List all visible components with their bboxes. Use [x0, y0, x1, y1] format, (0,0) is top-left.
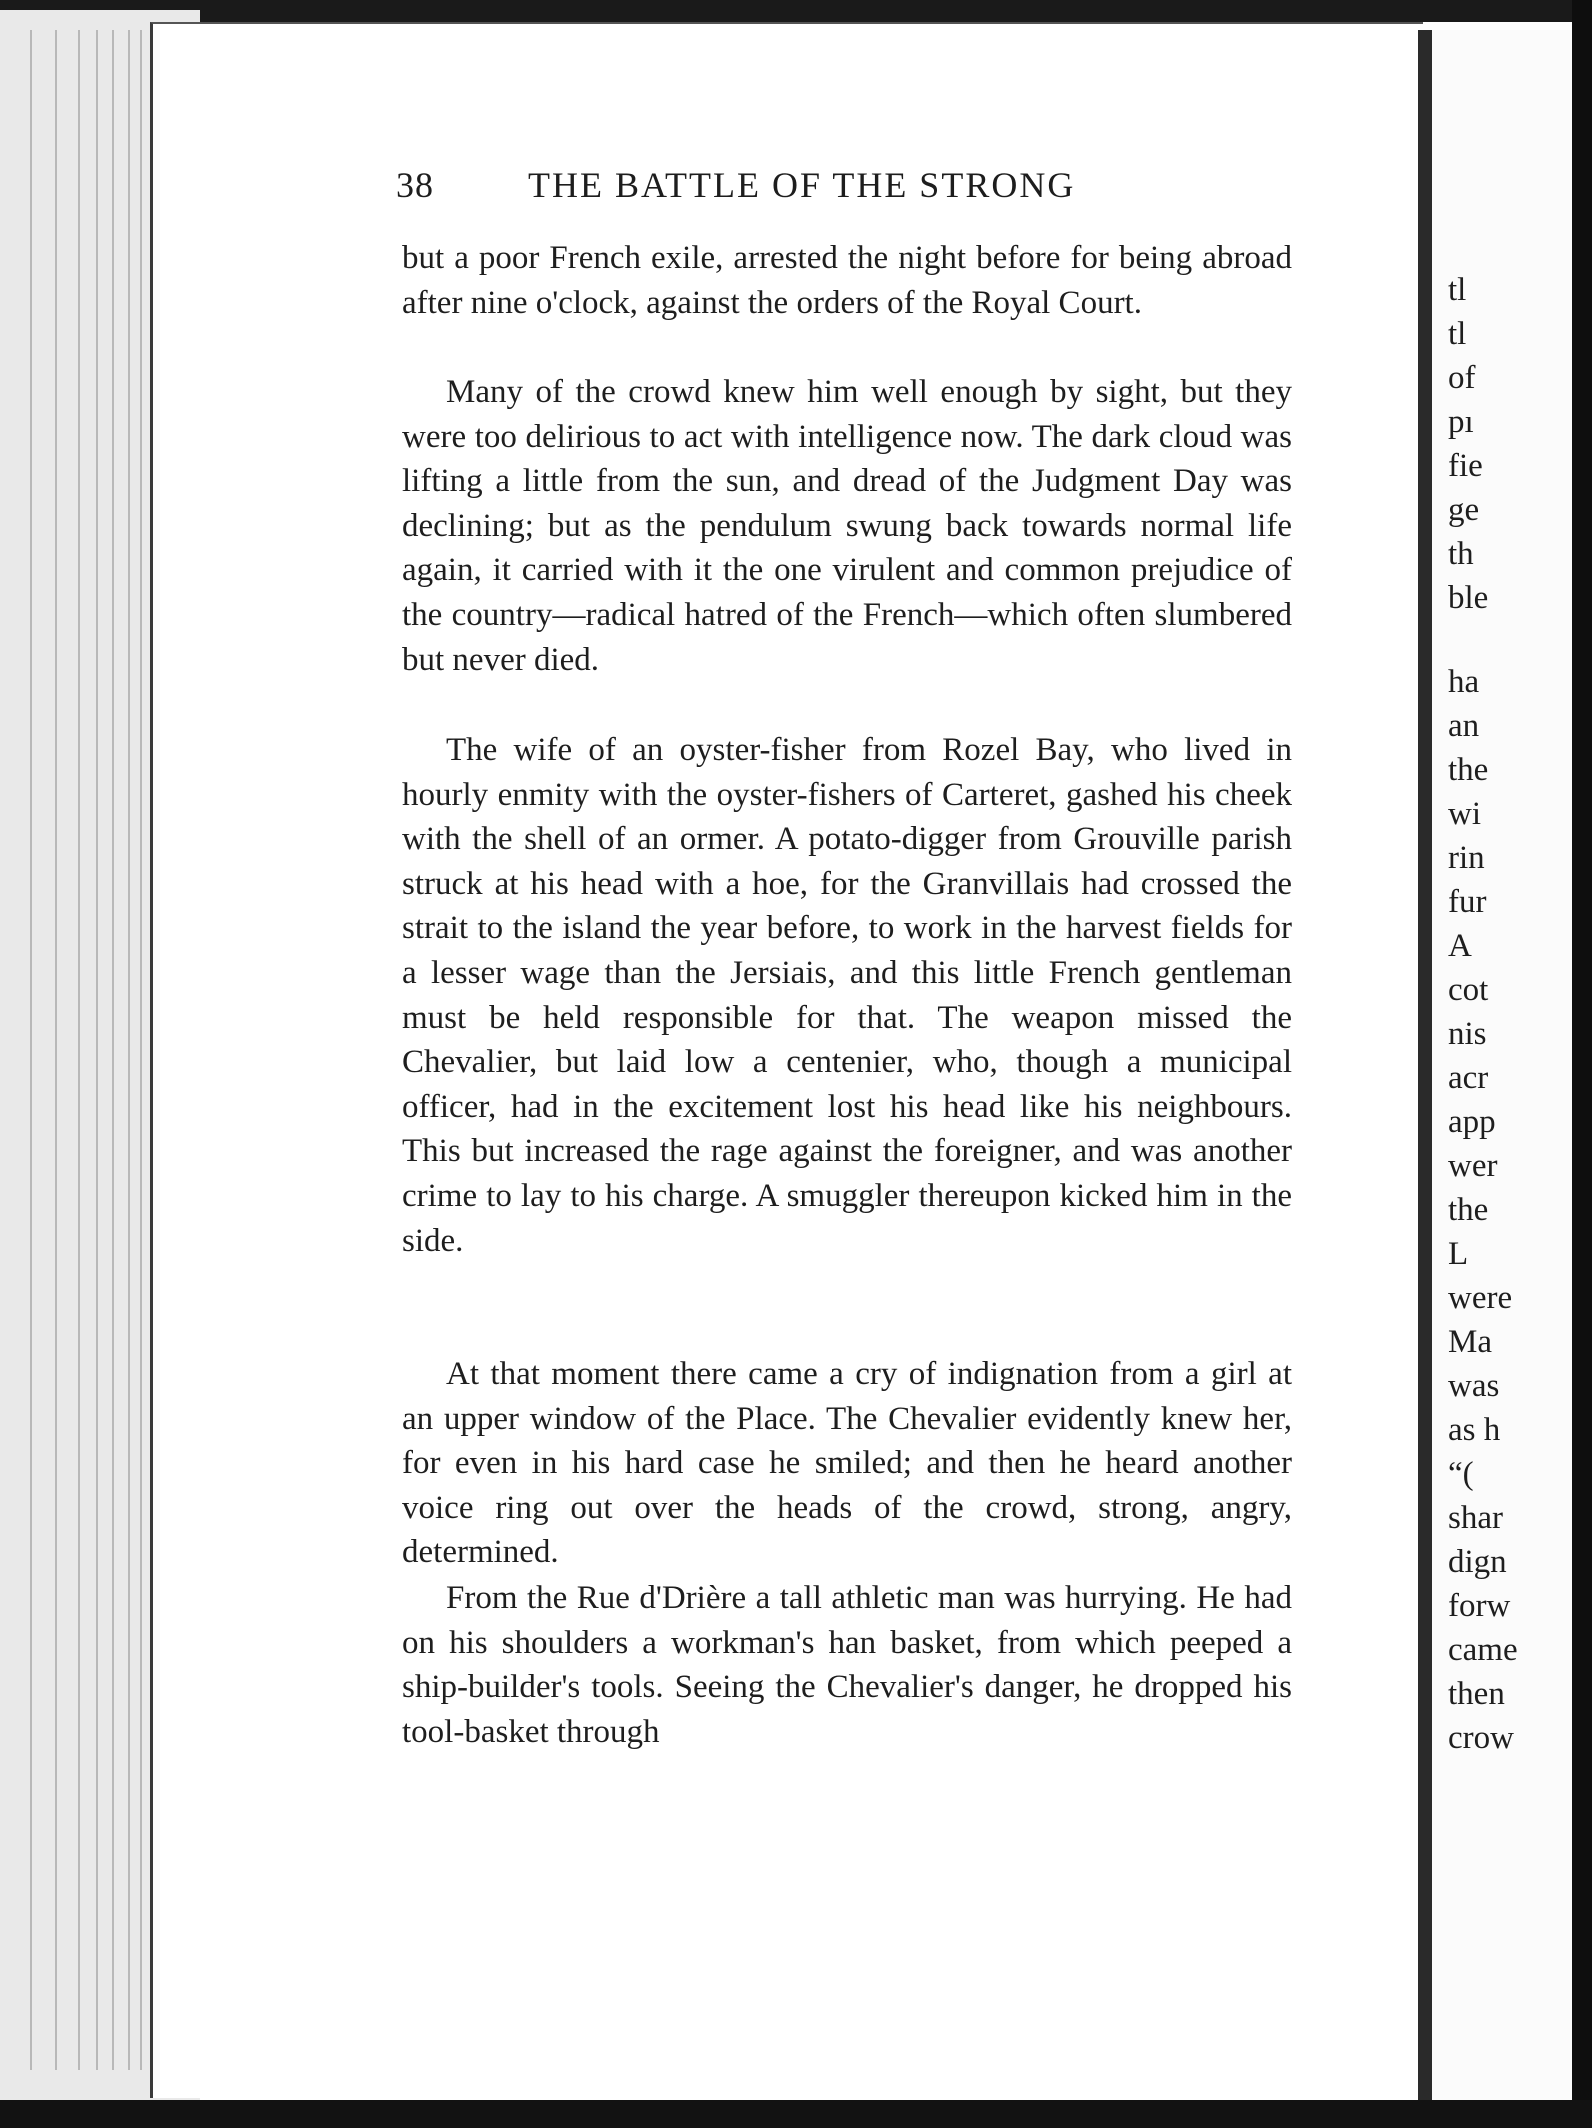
- facing-line: cot: [1448, 972, 1489, 1008]
- facing-line: was: [1448, 1368, 1500, 1404]
- page-number: 38: [396, 165, 434, 205]
- facing-page-fragment: [1432, 30, 1572, 2100]
- page-edge-line: [128, 30, 130, 2070]
- facing-line: the: [1448, 752, 1489, 788]
- facing-line: as h: [1448, 1412, 1501, 1448]
- facing-line: ha: [1448, 664, 1480, 700]
- facing-line: Ma: [1448, 1324, 1492, 1360]
- scan-top-edge: [0, 0, 1592, 22]
- page-edge-line: [112, 30, 114, 2070]
- paragraph-5: From the Rue d'Drière a tall athletic man was hurrying. He had on his shoulders a workman's han basket, from which peeped a ship-builder's tools. Seeing the Chevalier's danger, he dropped his tool-basket through: [402, 1580, 1292, 1750]
- page-edge-line: [30, 30, 32, 2070]
- facing-line: rin: [1448, 840, 1485, 876]
- facing-line: came: [1448, 1632, 1518, 1668]
- paragraph-4: At that moment there came a cry of indignation from a girl at an upper window of the Place. The Chevalier evidently knew her, for even in his hard case he smiled; and then he heard another voice ring out over the heads of the crowd, strong, angry, determined.: [402, 1356, 1292, 1571]
- facing-line: L: [1448, 1236, 1469, 1272]
- facing-line: tl: [1448, 272, 1467, 308]
- facing-line: fie: [1448, 448, 1483, 484]
- scan-bottom-edge: [0, 2100, 1592, 2128]
- facing-line: shar: [1448, 1500, 1503, 1536]
- facing-line: wi: [1448, 796, 1481, 832]
- paragraph-3: The wife of an oyster-fisher from Rozel Bay, who lived in hourly enmity with the oyster-fishers of Carteret, gashed his cheek with the shell of an ormer. A potato-digger from Grouville parish struck at his head with a hoe, for the Granvillais had crossed the strait to the island the year before, to work in the harvest fields for a lesser wage than the Jersiais, and this little French gentleman must be held responsible for that. The weapon missed the Chevalier, but laid low a centenier, who, though a municipal officer, had in the excitement lost his head like his neighbours. This but increased the rage against the foreigner, and was another crime to lay to his charge. A smuggler thereupon kicked him in the side.: [402, 732, 1292, 1259]
- facing-line: an: [1448, 708, 1480, 744]
- page-edge-line: [96, 30, 98, 2070]
- page-edge-line: [78, 30, 80, 2070]
- facing-line: of: [1448, 360, 1476, 396]
- facing-line: ge: [1448, 492, 1480, 528]
- facing-line: “(: [1448, 1456, 1474, 1492]
- facing-line: forw: [1448, 1588, 1511, 1624]
- facing-line: then: [1448, 1676, 1505, 1712]
- facing-line: pı: [1448, 404, 1474, 440]
- facing-line: th: [1448, 536, 1474, 572]
- facing-line: app: [1448, 1104, 1496, 1140]
- facing-line: fur: [1448, 884, 1487, 920]
- paragraph-1: but a poor French exile, arrested the night before for being abroad after nine o'clock, against the orders of the Royal Court.: [402, 240, 1292, 321]
- running-title: THE BATTLE OF THE STRONG: [528, 165, 1076, 205]
- facing-line: tl: [1448, 316, 1467, 352]
- facing-line: acr: [1448, 1060, 1489, 1096]
- book-gutter: [1418, 30, 1432, 2100]
- running-header: [396, 164, 1296, 214]
- facing-line: the: [1448, 1192, 1489, 1228]
- facing-line: were: [1448, 1280, 1513, 1316]
- facing-line: crow: [1448, 1720, 1514, 1756]
- facing-line: nis: [1448, 1016, 1487, 1052]
- facing-line: ble: [1448, 580, 1489, 616]
- facing-line: wer: [1448, 1148, 1498, 1184]
- facing-line: dign: [1448, 1544, 1507, 1580]
- scan-right-edge: [1572, 0, 1592, 2128]
- facing-line: A: [1448, 928, 1472, 964]
- page-edge-line: [140, 30, 142, 2070]
- page-edge-line: [55, 30, 57, 2070]
- paragraph-2: Many of the crowd knew him well enough by sight, but they were too delirious to act with intelligence now. The dark cloud was lifting a little from the sun, and dread of the Judgment Day was declining; but as the pendulum swung back towards normal life again, it carried with it the one virulent and common prejudice of the country—radical hatred of the French—which often slumbered but never died.: [402, 374, 1292, 678]
